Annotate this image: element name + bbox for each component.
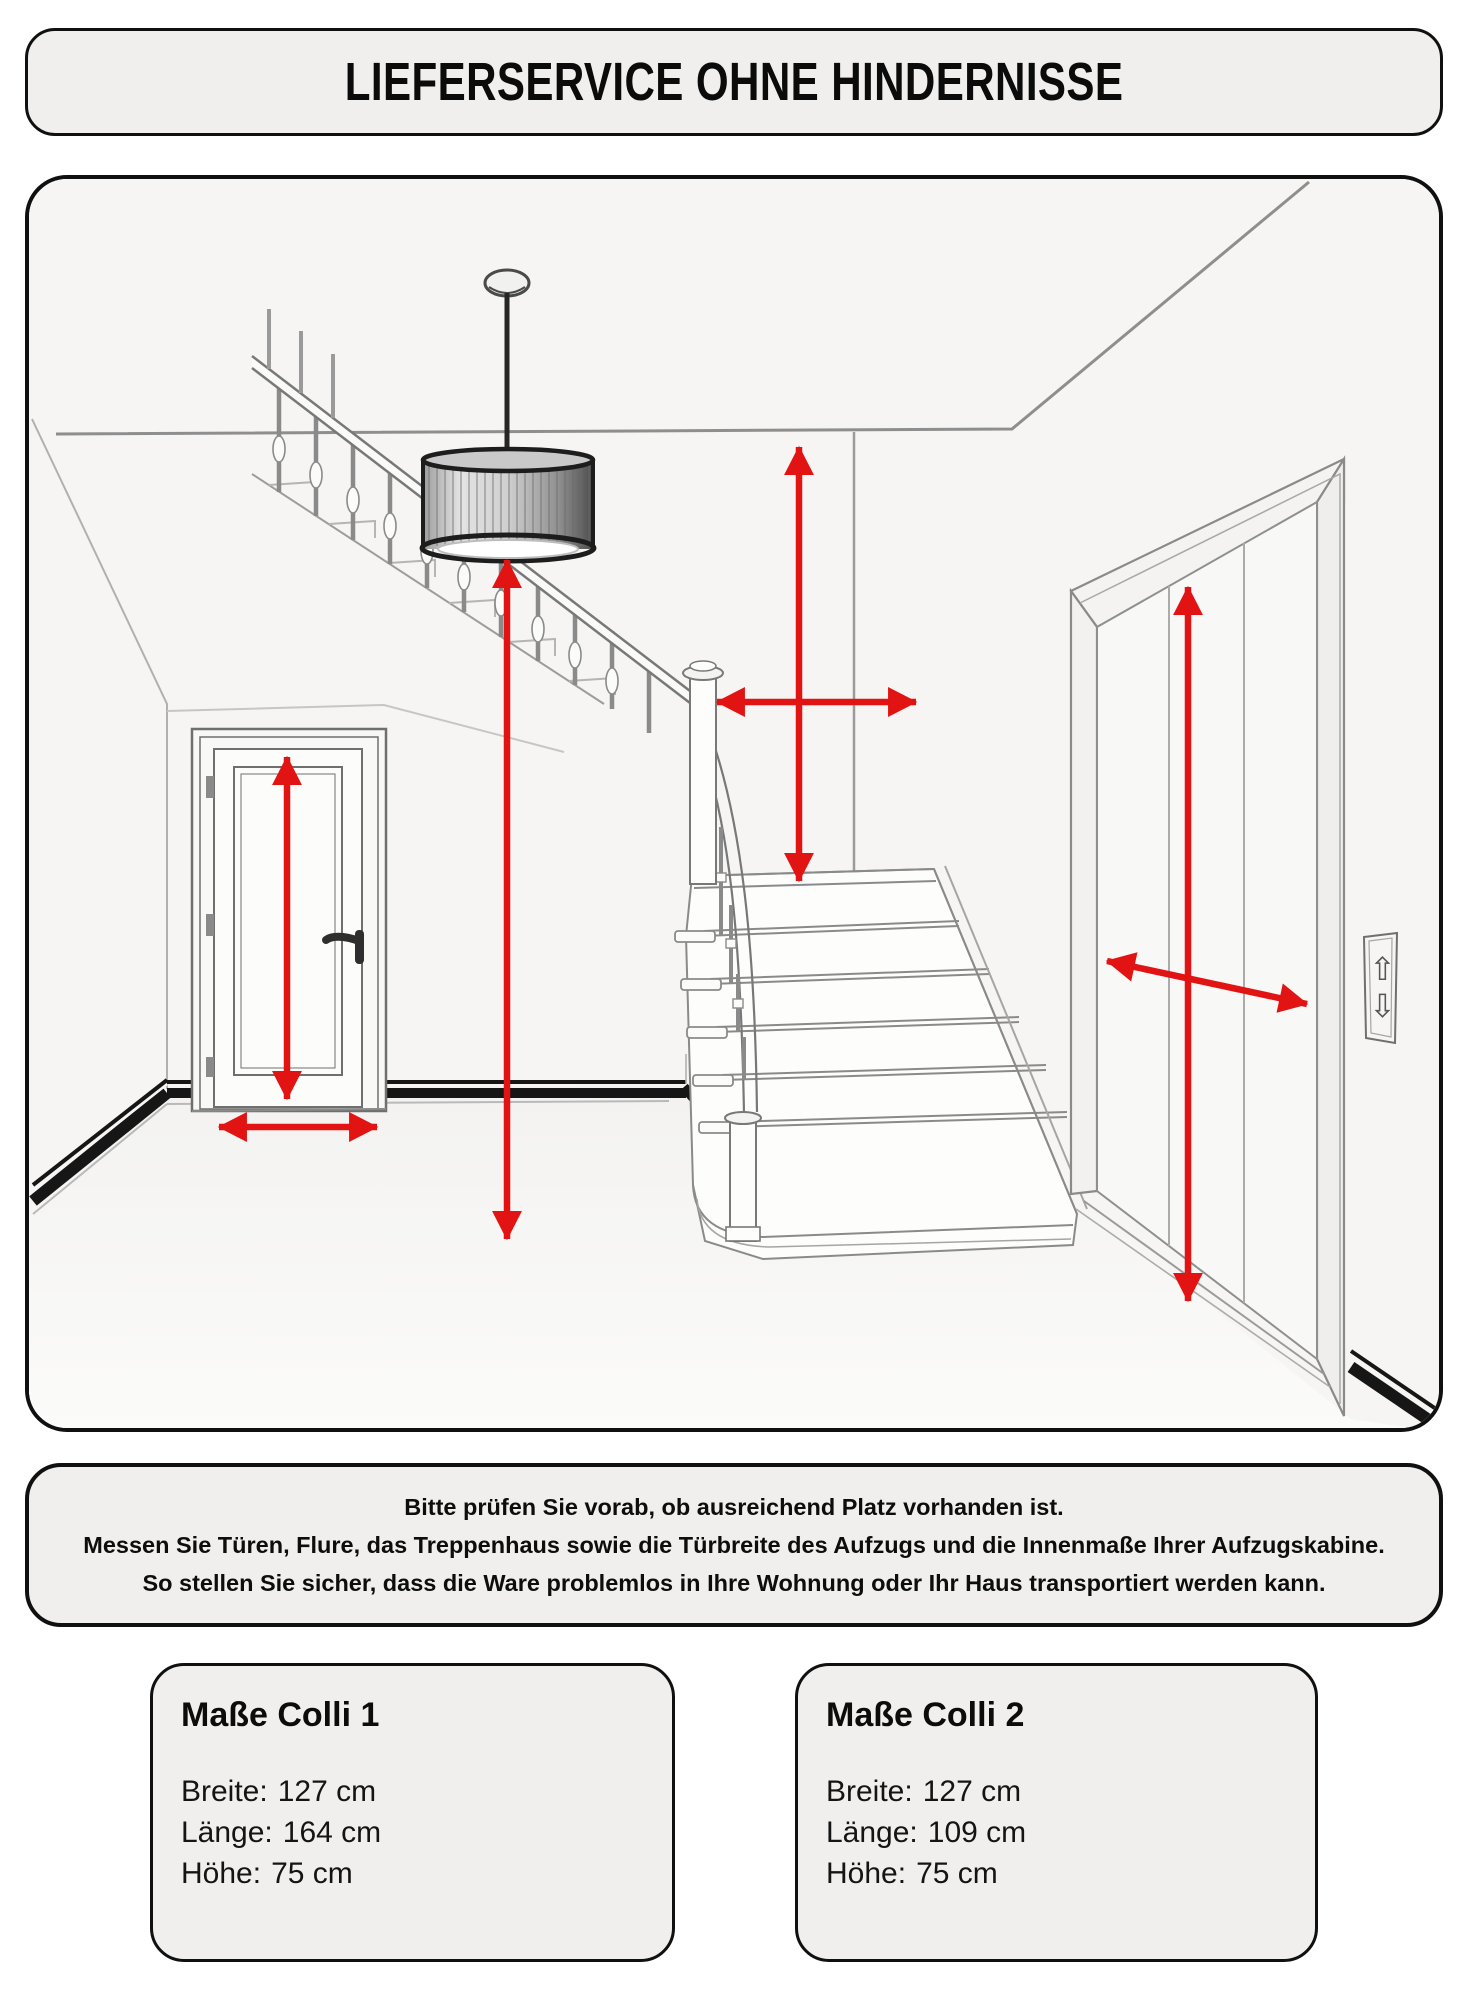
- package-title: Maße Colli 1: [181, 1696, 380, 1734]
- landing-newel-post: [683, 661, 723, 884]
- package-card-colli-1: [150, 1663, 675, 1962]
- note-line-3: So stellen Sie sicher, dass die Ware problemlos in Ihre Wohnung oder Ihr Haus transportiert werden kann.: [142, 1570, 1326, 1596]
- note-line-2: Messen Sie Türen, Flure, das Treppenhaus sowie die Türbreite des Aufzugs und die Innenmaße Ihrer Aufzugskabine.: [83, 1532, 1385, 1558]
- dim-row-hoehe: [826, 1853, 1315, 1894]
- lamp-diffuser: [438, 540, 578, 558]
- dim-value: 109 cm: [927, 1816, 1027, 1849]
- elevator-up-arrow-icon: ⇧: [1369, 950, 1396, 988]
- dim-row-laenge: [181, 1812, 672, 1853]
- dim-label: Höhe:: [826, 1857, 907, 1890]
- dim-label: Höhe:: [181, 1857, 262, 1890]
- dim-value: 127 cm: [922, 1775, 1022, 1808]
- drum-shade: [422, 449, 594, 561]
- dim-label: Länge:: [826, 1816, 918, 1849]
- dim-label: Breite:: [181, 1775, 268, 1808]
- hallway-scene-svg: [29, 179, 1439, 1428]
- elevator-call-panel: [1364, 933, 1397, 1043]
- title-banner: [25, 28, 1443, 136]
- dim-row-laenge: [826, 1812, 1315, 1853]
- dim-row-breite: [826, 1771, 1315, 1812]
- elevator-down-arrow-icon: ⇩: [1369, 987, 1396, 1025]
- dim-label: Länge:: [181, 1816, 273, 1849]
- hallway-illustration: [25, 175, 1443, 1432]
- dim-value: 75 cm: [271, 1857, 353, 1890]
- page-title: LIEFERSERVICE OHNE HINDERNISSE: [344, 52, 1124, 112]
- dim-value: 75 cm: [916, 1857, 998, 1890]
- measurement-note: [25, 1463, 1443, 1627]
- dim-row-breite: [181, 1771, 672, 1812]
- dim-label: Breite:: [826, 1775, 913, 1808]
- elevator-frame-left-jamb: [1071, 591, 1097, 1194]
- note-line-1: Bitte prüfen Sie vorab, ob ausreichend Platz vorhanden ist.: [404, 1494, 1064, 1520]
- dim-value: 127 cm: [277, 1775, 377, 1808]
- dim-row-hoehe: [181, 1853, 672, 1894]
- package-title: Maße Colli 2: [826, 1696, 1025, 1734]
- bottom-newel-post: [725, 1112, 761, 1241]
- dim-value: 164 cm: [282, 1816, 382, 1849]
- package-card-colli-2: [795, 1663, 1318, 1962]
